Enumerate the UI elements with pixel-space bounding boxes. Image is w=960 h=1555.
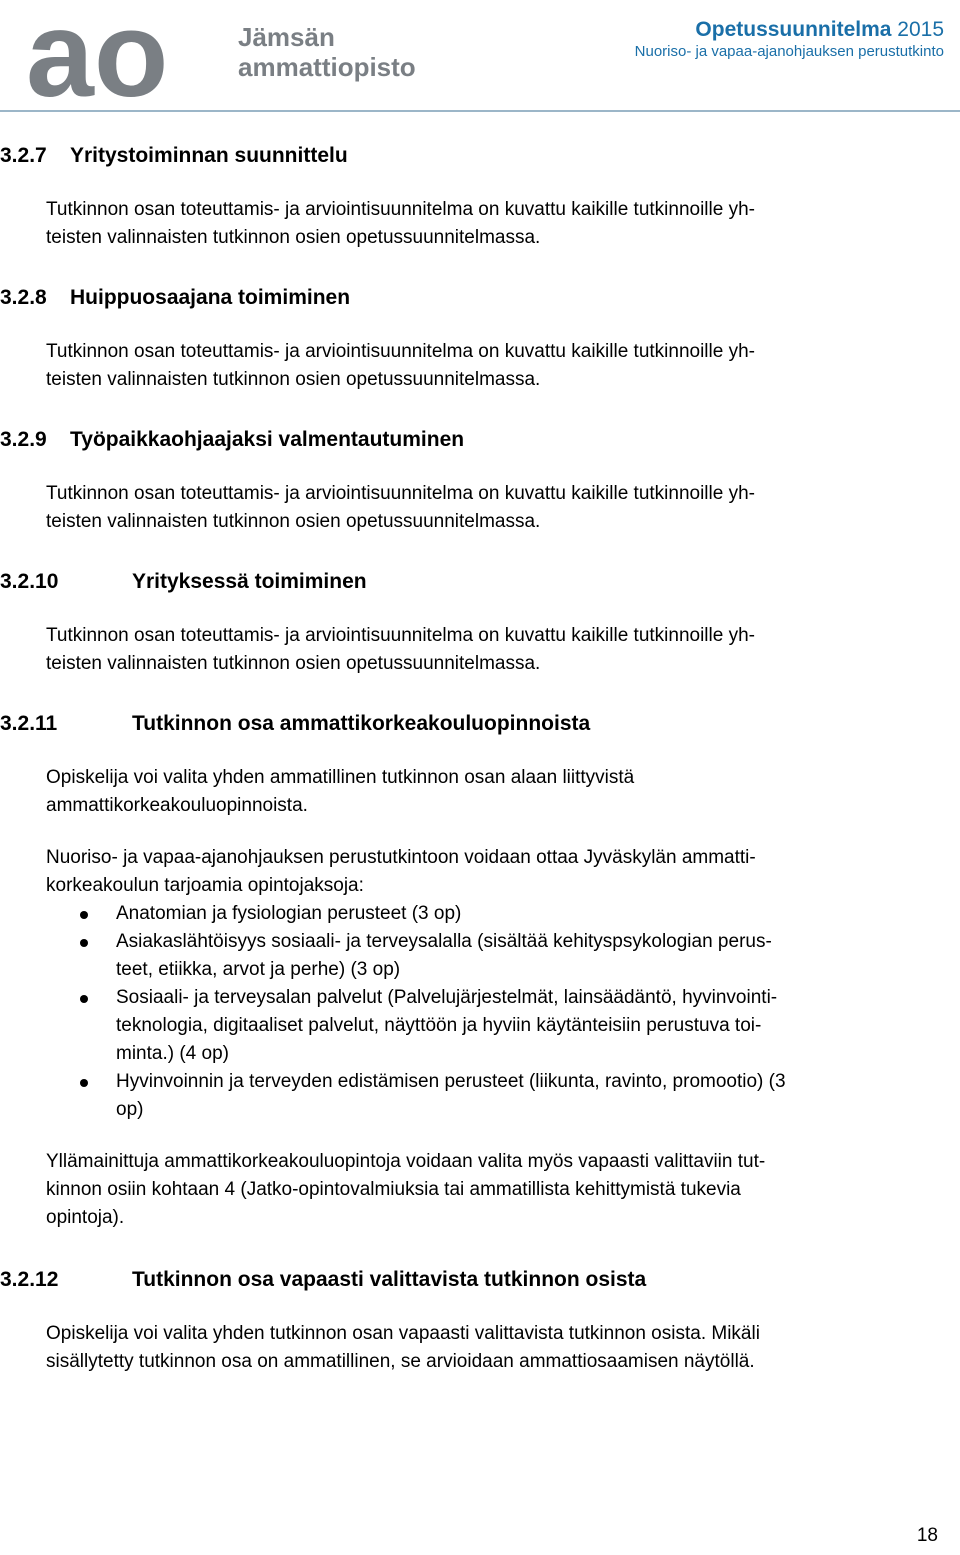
paragraph-line: teisten valinnaisten tutkinnon osien opetussuunnitelmassa. xyxy=(46,511,541,532)
section-3-2-11 xyxy=(0,710,960,1232)
section-3-2-10 xyxy=(0,568,960,678)
section-3-2-7 xyxy=(0,142,960,252)
list-item: Anatomian ja fysiologian perusteet (3 op) xyxy=(0,900,938,928)
header-divider xyxy=(0,110,960,112)
paragraph-line: teisten valinnaisten tutkinnon osien opetussuunnitelmassa. xyxy=(46,227,541,248)
doc-year: 2015 xyxy=(897,18,944,41)
section-number: 3.2.8 xyxy=(0,286,47,309)
section-title: Yrityksessä toimiminen xyxy=(132,570,367,593)
document-body xyxy=(0,142,960,1376)
paragraph-line: opintoja). xyxy=(46,1207,125,1228)
section-number: 3.2.9 xyxy=(0,428,47,451)
bullet-icon xyxy=(80,995,88,1003)
section-3-2-8 xyxy=(0,284,960,394)
paragraph-line: kinnon osiin kohtaan 4 (Jatko-opintovalmiuksia tai ammatillista kehittymistä tukevia xyxy=(46,1179,741,1200)
paragraph-line: teisten valinnaisten tutkinnon osien opetussuunnitelmassa. xyxy=(46,369,541,390)
logo-line1: Jämsän xyxy=(238,22,335,52)
paragraph-line: teisten valinnaisten tutkinnon osien opetussuunnitelmassa. xyxy=(46,653,541,674)
section-3-2-9 xyxy=(0,426,960,536)
course-list xyxy=(0,900,960,1124)
school-logo xyxy=(26,4,446,104)
section-heading xyxy=(0,1266,960,1294)
logo-letters: ao xyxy=(26,4,169,104)
paragraph-line: Tutkinnon osan toteuttamis- ja arviointisuunnitelma on kuvattu kaikille tutkinnoille yh- xyxy=(46,199,755,220)
page-header xyxy=(0,0,960,112)
bullet-icon xyxy=(80,911,88,919)
section-number: 3.2.12 xyxy=(0,1268,59,1291)
list-item: Sosiaali- ja terveysalan palvelut (Palvelujärjestelmät, lainsäädäntö, hyvinvointi- teknologia, digitaaliset palvelut, näyttöön ja hyviin käytänteisiin perustuva toi- minta.) (4 op) xyxy=(0,984,938,1068)
logo-line2: ammattiopisto xyxy=(238,52,416,82)
section-title: Yritystoiminnan suunnittelu xyxy=(70,144,348,167)
section-title: Tutkinnon osa ammattikorkeakouluopinnoista xyxy=(132,712,591,735)
paragraph-line: Opiskelija voi valita yhden tutkinnon osan vapaasti valittavista tutkinnon osista. Mikäli xyxy=(46,1323,760,1344)
section-3-2-12 xyxy=(0,1266,960,1376)
bullet-icon xyxy=(80,1079,88,1087)
list-item: Asiakaslähtöisyys sosiaali- ja terveysalalla (sisältää kehityspsykologian perus- teet, etiikka, arvot ja perhe) (3 op) xyxy=(0,928,938,984)
paragraph-line: Nuoriso- ja vapaa-ajanohjauksen perustutkintoon voidaan ottaa Jyväskylän ammatti- xyxy=(46,847,756,868)
paragraph-line: Opiskelija voi valita yhden ammatillinen tutkinnon osan alaan liittyvistä xyxy=(46,767,635,788)
section-title: Tutkinnon osa vapaasti valittavista tutkinnon osista xyxy=(132,1268,647,1291)
document-title xyxy=(635,18,944,62)
paragraph-line: korkeakoulun tarjoamia opintojaksoja: xyxy=(46,875,364,896)
section-title: Huippuosaajana toimiminen xyxy=(70,286,351,309)
section-heading xyxy=(0,284,960,312)
paragraph-line: Tutkinnon osan toteuttamis- ja arviointisuunnitelma on kuvattu kaikille tutkinnoille yh- xyxy=(46,483,755,504)
paragraph-line: Tutkinnon osan toteuttamis- ja arviointisuunnitelma on kuvattu kaikille tutkinnoille yh- xyxy=(46,625,755,646)
section-heading xyxy=(0,568,960,596)
page-number: 18 xyxy=(916,1525,938,1546)
section-number: 3.2.11 xyxy=(0,712,58,735)
section-title: Työpaikkaohjaajaksi valmentautuminen xyxy=(70,428,465,451)
section-number: 3.2.7 xyxy=(0,144,47,167)
list-item: Hyvinvoinnin ja terveyden edistämisen perusteet (liikunta, ravinto, promootio) (3 op) xyxy=(0,1068,938,1124)
paragraph-line: Yllämainittuja ammattikorkeakouluopintoja voidaan valita myös vapaasti valittaviin tut- xyxy=(46,1151,766,1172)
section-heading xyxy=(0,426,960,454)
section-number: 3.2.10 xyxy=(0,570,59,593)
bullet-icon xyxy=(80,939,88,947)
section-heading xyxy=(0,142,960,170)
doc-title: Opetussuunnitelma xyxy=(695,18,892,41)
paragraph-line: Tutkinnon osan toteuttamis- ja arviointisuunnitelma on kuvattu kaikille tutkinnoille yh- xyxy=(46,341,755,362)
paragraph-line: ammattikorkeakouluopinnoista. xyxy=(46,795,308,816)
section-heading xyxy=(0,710,960,738)
doc-subtitle: Nuoriso- ja vapaa-ajanohjauksen perustutkinto xyxy=(634,43,944,60)
paragraph-line: sisällytetty tutkinnon osa on ammatillinen, se arvioidaan ammattiosaamisen näytöllä. xyxy=(46,1351,755,1372)
